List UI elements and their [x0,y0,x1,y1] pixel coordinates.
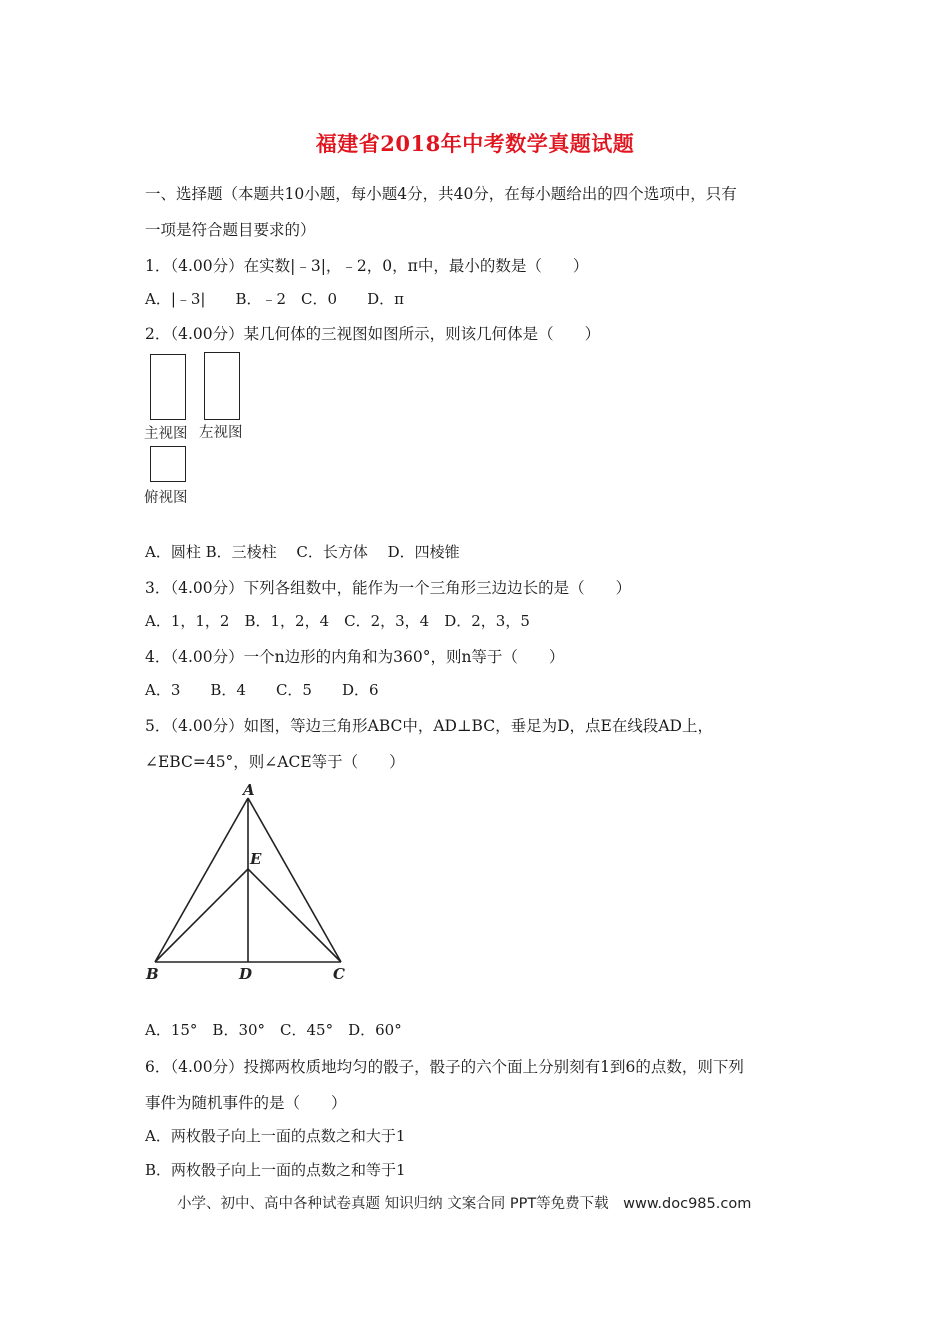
side-ac [248,798,341,962]
triangle-figure [140,780,360,990]
label-b: B [146,965,159,983]
label-c: C [333,965,345,983]
segment-be [155,869,248,962]
question-4-stem: 4．（4.00分）一个n边形的内角和为360°，则n等于（ ） [145,648,565,666]
left-view-rectangle [204,352,240,420]
section-header-line2: 一项是符合题目要求的） [145,221,316,239]
front-view-rectangle [150,354,186,420]
question-5-stem-line2: ∠EBC=45°，则∠ACE等于（ ） [145,753,405,771]
question-5-stem-line1: 5．（4.00分）如图，等边三角形ABC中，AD⊥BC，垂足为D，点E在线段AD上， [145,717,713,735]
question-3-options: A．1，1，2 B．1，2，4 C．2，3，4 D．2，3，5 [145,612,530,630]
footer-text: 小学、初中、高中各种试卷真题 知识归纳 文案合同 PPT等免费下载 www.doc985.com [177,1196,752,1212]
label-d: D [239,965,253,983]
section-header-line1: 一、选择题（本题共10小题，每小题4分，共40分，在每小题给出的四个选项中，只有 [145,185,737,203]
question-6-option-a: A．两枚骰子向上一面的点数之和大于1 [145,1127,406,1145]
side-ab [155,798,248,962]
top-view-square [150,446,186,482]
question-1-stem: 1．（4.00分）在实数|﹣3|，﹣2，0，π中，最小的数是（ ） [145,257,589,275]
page-title: 福建省2018年中考数学真题试题 [315,131,635,156]
front-view-caption: 主视图 [144,426,188,442]
question-6-option-b: B．两枚骰子向上一面的点数之和等于1 [145,1161,406,1179]
segment-ce [248,869,341,962]
question-3-stem: 3．（4.00分）下列各组数中，能作为一个三角形三边边长的是（ ） [145,579,632,597]
question-4-options: A．3 B．4 C．5 D．6 [145,681,379,699]
three-view-figure [144,350,254,510]
top-view-caption: 俯视图 [144,490,188,506]
question-6-stem-line1: 6．（4.00分）投掷两枚质地均匀的骰子，骰子的六个面上分别刻有1到6的点数，则下列 [145,1058,744,1076]
question-1-options: A．|﹣3| B．﹣2 C．0 D．π [145,290,404,308]
left-view-caption: 左视图 [199,425,243,441]
question-2-options: A．圆柱 B．三棱柱 C．长方体 D．四棱锥 [145,543,460,561]
label-e: E [250,850,262,868]
question-6-stem-line2: 事件为随机事件的是（ ） [145,1094,347,1112]
question-2-stem: 2．（4.00分）某几何体的三视图如图所示，则该几何体是（ ） [145,325,601,343]
question-5-options: A．15° B．30° C．45° D．60° [145,1021,402,1039]
label-a: A [243,781,255,799]
